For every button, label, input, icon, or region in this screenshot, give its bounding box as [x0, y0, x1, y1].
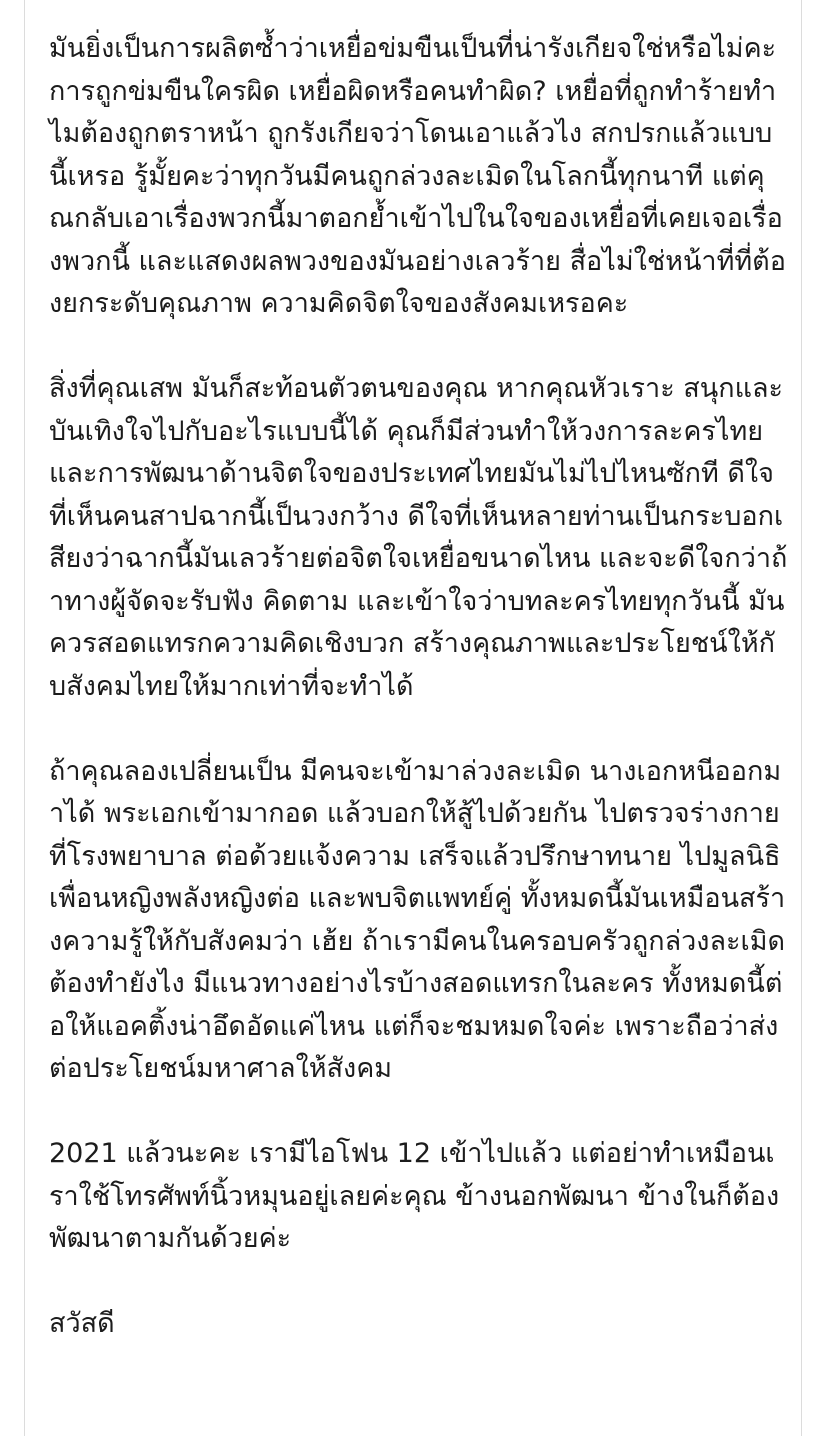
paragraph-1: มันยิ่งเป็นการผลิตซ้ำว่าเหยื่อข่มขืนเป็นที่น่ารังเกียจใช่หรือไม่คะ การถูกข่มขืนใครผิด เหยื่อผิดหรือคนทำผิด? เหยื่อที่ถูกทำร้ายทำไมต้องถูกตราหน้า ถูกรังเกียจว่าโดนเอาแล้วไง สกปรกแล้วแบบนี้เหรอ รู้มั้ยคะว่าทุกวันมีคนถูกล่วงละเมิดในโลกนี้ทุกนาที แต่คุณกลับเอาเรื่องพวกนี้มาตอกย้ำเข้าไปในใจของเหยื่อที่เคยเจอเรื่องพวกนี้ และแสดงผลพวงของมันอย่างเลวร้าย สื่อไม่ใช่หน้าที่ที่ต้องยกระดับคุณภาพ ความคิดจิตใจของสังคมเหรอคะ	[49, 33, 786, 319]
post-card	[24, 0, 802, 1436]
paragraph-4: 2021 แล้วนะคะ เรามีไอโฟน 12 เข้าไปแล้ว แต่อย่าทำเหมือนเราใช้โทรศัพท์นิ้วหมุนอยู่เลยค่ะคุณ ข้างนอกพัฒนา ข้างในก็ต้องพัฒนาตามกันด้วยค่ะ	[49, 1138, 780, 1254]
paragraph-2: สิ่งที่คุณเสพ มันก็สะท้อนตัวตนของคุณ หากคุณหัวเราะ สนุกและบันเทิงใจไปกับอะไรแบบนี้ได้ คุณก็มีส่วนทำให้วงการละครไทย และการพัฒนาด้านจิตใจของประเทศไทยมันไม่ไปไหนซักที ดีใจที่เห็นคนสาปฉากนี้เป็นวงกว้าง ดีใจที่เห็นหลายท่านเป็นกระบอกเสียงว่าฉากนี้มันเลวร้ายต่อจิตใจเหยื่อขนาดไหน และจะดีใจกว่าถ้าทางผู้จัดจะรับฟัง คิดตาม และเข้าใจว่าบทละครไทยทุกวันนี้ มันควรสอดแทรกความคิดเชิงบวก สร้างคุณภาพและประโยชน์ให้กับสังคมไทยให้มากเท่าที่จะทำได้	[49, 373, 788, 702]
paragraph-3: ถ้าคุณลองเปลี่ยนเป็น มีคนจะเข้ามาล่วงละเมิด นางเอกหนีออกมาได้ พระเอกเข้ามากอด แล้วบอกให้สู้ไปด้วยกัน ไปตรวจร่างกายที่โรงพยาบาล ต่อด้วยแจ้งความ เสร็จแล้วปรึกษาทนาย ไปมูลนิธิเพื่อนหญิงพลังหญิงต่อ และพบจิตแพทย์คู่ ทั้งหมดนี้มันเหมือนสร้างความรู้ให้กับสังคมว่า เฮ้ย ถ้าเรามีคนในครอบครัวถูกล่วงละเมิดต้องทำยังไง มีแนวทางอย่างไรบ้างสอดแทรกในละคร ทั้งหมดนี้ต่อให้แอคติ้งน่าอึดอัดแค่ไหน แต่ก็จะชมหมดใจค่ะ เพราะถือว่าส่งต่อประโยชน์มหาศาลให้สังคม	[49, 755, 786, 1084]
signoff: สวัสดี	[49, 1308, 115, 1339]
post-body	[49, 28, 789, 1346]
